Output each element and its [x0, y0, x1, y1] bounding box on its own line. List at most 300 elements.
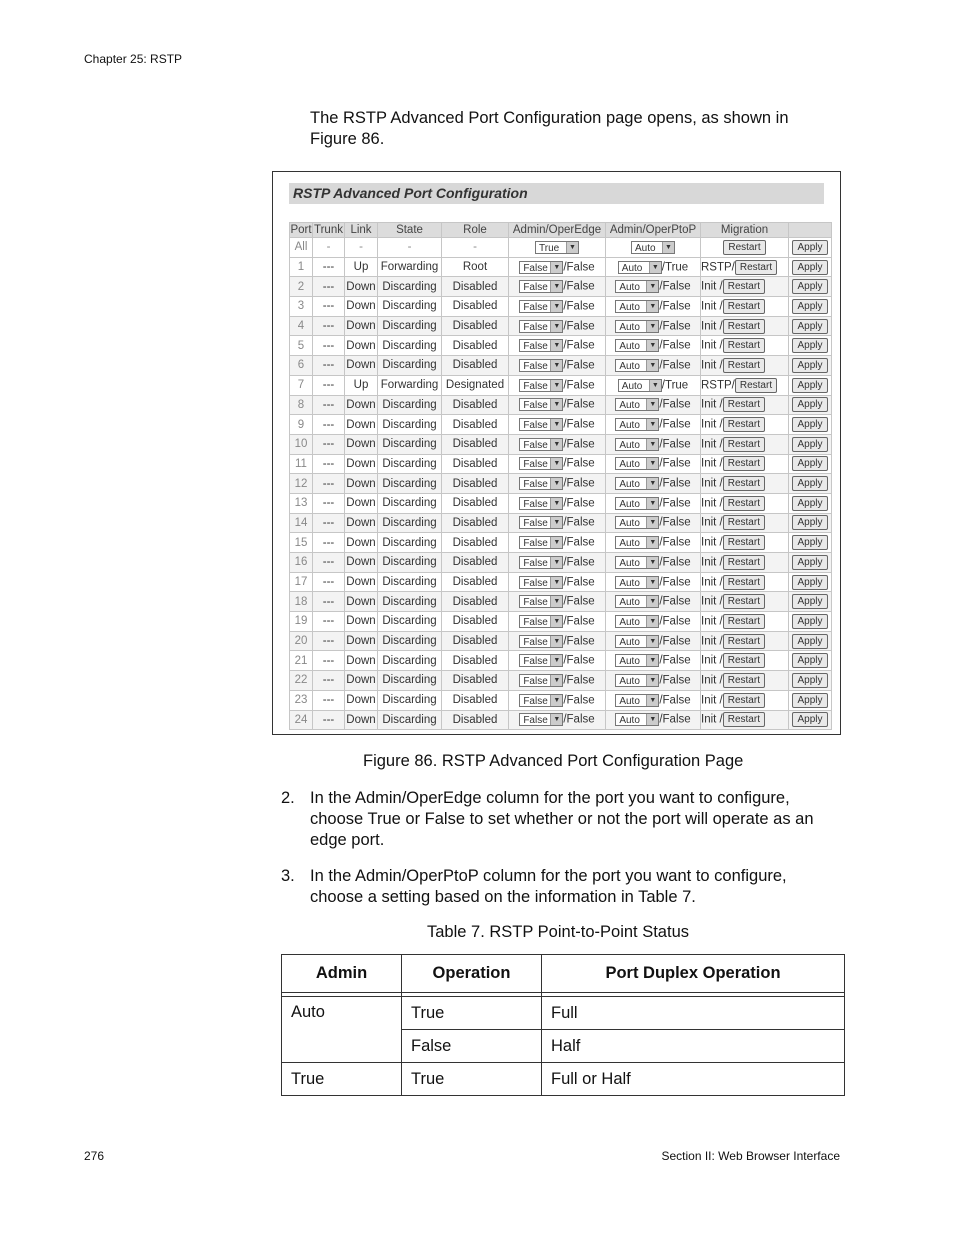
- chevron-down-icon: ▼: [550, 517, 562, 528]
- restart-button[interactable]: Restart: [723, 614, 765, 629]
- ptop-oper-value: /False: [659, 497, 691, 510]
- state-cell: Discarding: [378, 651, 442, 671]
- edge-cell: [509, 710, 606, 730]
- apply-cell: [789, 415, 832, 435]
- migration-cell: [701, 297, 789, 317]
- table-row: [290, 356, 832, 376]
- edge-select[interactable]: [519, 654, 563, 667]
- chevron-down-icon: ▼: [550, 340, 562, 351]
- table-row: [290, 493, 832, 513]
- restart-button[interactable]: Restart: [723, 338, 765, 353]
- apply-cell: [789, 533, 832, 553]
- apply-button[interactable]: Apply: [792, 319, 827, 334]
- edge-cell: [509, 257, 606, 277]
- ptop-cell: [606, 572, 701, 592]
- port-cell: 5: [290, 336, 313, 356]
- role-cell: Disabled: [442, 710, 509, 730]
- role-cell: Disabled: [442, 434, 509, 454]
- ptop-oper-value: /False: [659, 438, 691, 451]
- apply-all-button[interactable]: Apply: [792, 240, 827, 255]
- edge-select[interactable]: [519, 713, 563, 726]
- port-cell: 17: [290, 572, 313, 592]
- edge-select[interactable]: [519, 497, 563, 510]
- edge-select[interactable]: [519, 536, 563, 549]
- ptop-select-value: Auto: [621, 380, 643, 392]
- apply-button[interactable]: Apply: [792, 260, 827, 275]
- apply-button[interactable]: Apply: [792, 476, 827, 491]
- ptop-select[interactable]: [631, 241, 675, 254]
- role-cell: Disabled: [442, 572, 509, 592]
- restart-button[interactable]: Restart: [735, 260, 777, 275]
- chevron-down-icon: ▼: [646, 340, 658, 351]
- link-cell: Down: [345, 710, 378, 730]
- edge-oper-value: /False: [563, 398, 595, 411]
- apply-button[interactable]: Apply: [792, 614, 827, 629]
- table-row: [290, 297, 832, 317]
- chevron-down-icon: ▼: [646, 636, 658, 647]
- link-cell: Down: [345, 493, 378, 513]
- role-cell: Disabled: [442, 513, 509, 533]
- edge-cell: [509, 553, 606, 573]
- chevron-down-icon: ▼: [550, 458, 562, 469]
- trunk-cell: ---: [313, 297, 345, 317]
- apply-button[interactable]: Apply: [792, 299, 827, 314]
- apply-cell: [789, 572, 832, 592]
- state-cell: Discarding: [378, 454, 442, 474]
- edge-oper-value: /False: [563, 261, 595, 274]
- trunk-cell: ---: [313, 375, 345, 395]
- ptop-select[interactable]: [615, 418, 659, 431]
- edge-select[interactable]: [535, 241, 579, 254]
- ptop-select-value: Auto: [619, 656, 640, 668]
- ptop-select-value: Auto: [619, 577, 640, 589]
- edge-select-value: False: [523, 479, 548, 491]
- restart-button[interactable]: Restart: [723, 712, 765, 727]
- link-cell: Down: [345, 454, 378, 474]
- apply-button[interactable]: Apply: [792, 417, 827, 432]
- edge-select-value: False: [523, 341, 548, 353]
- ptop-select[interactable]: [615, 477, 659, 490]
- port-cell: 7: [290, 375, 313, 395]
- table-row: [290, 690, 832, 710]
- ptop-oper-value: /True: [661, 379, 689, 392]
- edge-cell: [509, 415, 606, 435]
- edge-select-value: False: [523, 360, 548, 372]
- apply-cell: [789, 336, 832, 356]
- edge-select-value: False: [523, 400, 548, 412]
- state-cell: Discarding: [378, 671, 442, 691]
- ptop-select-value: Auto: [619, 301, 640, 313]
- chevron-down-icon: ▼: [550, 360, 562, 371]
- edge-cell: [509, 238, 606, 258]
- state-cell: Discarding: [378, 612, 442, 632]
- edge-select-value: False: [523, 321, 548, 333]
- restart-button[interactable]: Restart: [723, 437, 765, 452]
- edge-oper-value: /False: [563, 654, 595, 667]
- step-3-text: In the Admin/OperPtoP column for the port you want to configure, choose a setting based on the information in Table 7.: [310, 867, 787, 906]
- edge-select[interactable]: [519, 359, 563, 372]
- state-cell: Discarding: [378, 395, 442, 415]
- ptop-select[interactable]: [615, 615, 659, 628]
- migration-status: RSTP/: [701, 261, 735, 274]
- ptop-select[interactable]: [615, 398, 659, 411]
- edge-select[interactable]: [519, 418, 563, 431]
- edge-select[interactable]: [519, 615, 563, 628]
- edge-select[interactable]: [519, 477, 563, 490]
- apply-button[interactable]: Apply: [792, 535, 827, 550]
- ptop-select-value: Auto: [619, 557, 640, 569]
- port-cell: 16: [290, 553, 313, 573]
- migration-cell: [701, 592, 789, 612]
- restart-button[interactable]: Restart: [723, 279, 765, 294]
- table-7-header-operation: Operation: [402, 955, 542, 993]
- link-cell: Down: [345, 553, 378, 573]
- restart-button[interactable]: Restart: [723, 575, 765, 590]
- restart-button[interactable]: Restart: [723, 358, 765, 373]
- figure-86: [272, 171, 841, 735]
- apply-cell: [789, 434, 832, 454]
- intro-paragraph: The RSTP Advanced Port Configuration page opens, as shown in Figure 86.: [310, 109, 789, 148]
- edge-select[interactable]: [519, 516, 563, 529]
- ptop-select-value: Auto: [619, 341, 640, 353]
- migration-cell: [701, 533, 789, 553]
- role-cell: Disabled: [442, 356, 509, 376]
- migration-status: Init /: [701, 477, 723, 490]
- table-7-header-duplex: Port Duplex Operation: [542, 955, 845, 993]
- edge-select[interactable]: [519, 556, 563, 569]
- migration-cell: [701, 257, 789, 277]
- apply-cell: [789, 238, 832, 258]
- ptop-oper-value: /False: [659, 576, 691, 589]
- ptop-cell: [606, 710, 701, 730]
- ptop-select-value: Auto: [619, 282, 640, 294]
- apply-button[interactable]: Apply: [792, 338, 827, 353]
- ptop-select[interactable]: [615, 713, 659, 726]
- role-cell: Disabled: [442, 316, 509, 336]
- state-cell: Discarding: [378, 336, 442, 356]
- chevron-down-icon: ▼: [646, 301, 658, 312]
- migration-status: RSTP/: [701, 379, 735, 392]
- edge-cell: [509, 297, 606, 317]
- ptop-select[interactable]: [615, 339, 659, 352]
- edge-select[interactable]: [519, 457, 563, 470]
- chevron-down-icon: ▼: [550, 714, 562, 725]
- link-cell: Down: [345, 336, 378, 356]
- figure-page-title: RSTP Advanced Port Configuration: [289, 183, 824, 204]
- ptop-select-value: Auto: [619, 715, 640, 727]
- ptop-oper-value: /False: [659, 516, 691, 529]
- chevron-down-icon: ▼: [646, 439, 658, 450]
- restart-button[interactable]: Restart: [723, 515, 765, 530]
- edge-select[interactable]: [519, 280, 563, 293]
- port-cell: 24: [290, 710, 313, 730]
- apply-button[interactable]: Apply: [792, 397, 827, 412]
- trunk-cell: ---: [313, 434, 345, 454]
- edge-select[interactable]: [519, 674, 563, 687]
- table-row: [290, 454, 832, 474]
- apply-button[interactable]: Apply: [792, 653, 827, 668]
- ptop-oper-value: /False: [659, 713, 691, 726]
- chevron-down-icon: ▼: [646, 360, 658, 371]
- ptop-cell: [606, 356, 701, 376]
- edge-select[interactable]: [519, 635, 563, 648]
- apply-button[interactable]: Apply: [792, 555, 827, 570]
- role-cell: Disabled: [442, 454, 509, 474]
- table-row: [290, 375, 832, 395]
- restart-button[interactable]: Restart: [723, 397, 765, 412]
- role-cell: Disabled: [442, 277, 509, 297]
- ptop-select[interactable]: [615, 694, 659, 707]
- ptop-select[interactable]: [615, 280, 659, 293]
- edge-cell: [509, 434, 606, 454]
- restart-all-button[interactable]: Restart: [723, 240, 765, 255]
- ptop-select[interactable]: [615, 438, 659, 451]
- ptop-select[interactable]: [615, 635, 659, 648]
- chevron-down-icon: ▼: [646, 557, 658, 568]
- edge-select[interactable]: [519, 320, 563, 333]
- apply-cell: [789, 612, 832, 632]
- state-cell: Discarding: [378, 553, 442, 573]
- ptop-select[interactable]: [618, 261, 662, 274]
- port-cell: 4: [290, 316, 313, 336]
- trunk-cell: ---: [313, 651, 345, 671]
- edge-select[interactable]: [519, 438, 563, 451]
- chevron-down-icon: ▼: [550, 301, 562, 312]
- migration-status: Init /: [701, 576, 723, 589]
- edge-oper-value: /False: [563, 556, 595, 569]
- apply-cell: [789, 592, 832, 612]
- ptop-cell: [606, 375, 701, 395]
- edge-cell: [509, 474, 606, 494]
- ptop-select[interactable]: [615, 457, 659, 470]
- ptop-oper-value: /False: [659, 556, 691, 569]
- edge-select[interactable]: [519, 398, 563, 411]
- restart-button[interactable]: Restart: [723, 693, 765, 708]
- trunk-cell: ---: [313, 454, 345, 474]
- chevron-down-icon: ▼: [550, 655, 562, 666]
- chevron-down-icon: ▼: [646, 537, 658, 548]
- chevron-down-icon: ▼: [646, 517, 658, 528]
- apply-button[interactable]: Apply: [792, 496, 827, 511]
- edge-select[interactable]: [519, 576, 563, 589]
- edge-select-value: False: [523, 380, 548, 392]
- link-cell: Down: [345, 651, 378, 671]
- restart-button[interactable]: Restart: [723, 299, 765, 314]
- edge-select[interactable]: [519, 300, 563, 313]
- link-cell: Down: [345, 612, 378, 632]
- edge-select[interactable]: [519, 339, 563, 352]
- ptop-select[interactable]: [615, 497, 659, 510]
- ptop-select[interactable]: [618, 379, 662, 392]
- ptop-cell: [606, 238, 701, 258]
- apply-button[interactable]: Apply: [792, 358, 827, 373]
- trunk-cell: ---: [313, 671, 345, 691]
- apply-button[interactable]: Apply: [792, 575, 827, 590]
- ptop-cell: [606, 474, 701, 494]
- trunk-cell: ---: [313, 356, 345, 376]
- table-row: [282, 1063, 845, 1096]
- edge-cell: [509, 513, 606, 533]
- apply-cell: [789, 631, 832, 651]
- apply-button[interactable]: Apply: [792, 712, 827, 727]
- trunk-cell: ---: [313, 710, 345, 730]
- ptop-cell: [606, 415, 701, 435]
- edge-select-value: True: [539, 242, 560, 254]
- column-header: Port: [290, 224, 312, 236]
- ptop-cell: [606, 336, 701, 356]
- edge-oper-value: /False: [563, 300, 595, 313]
- edge-select[interactable]: [519, 261, 563, 274]
- state-cell: Discarding: [378, 297, 442, 317]
- migration-cell: [701, 690, 789, 710]
- edge-select-value: False: [523, 715, 548, 727]
- port-cell: 18: [290, 592, 313, 612]
- port-cell: 1: [290, 257, 313, 277]
- trunk-cell: ---: [313, 493, 345, 513]
- chapter-header: Chapter 25: RSTP: [84, 52, 183, 66]
- ptop-select[interactable]: [615, 320, 659, 333]
- edge-oper-value: /False: [563, 320, 595, 333]
- apply-button[interactable]: Apply: [792, 456, 827, 471]
- edge-oper-value: /False: [563, 615, 595, 628]
- chevron-down-icon: ▼: [646, 321, 658, 332]
- migration-status: Init /: [701, 615, 723, 628]
- edge-oper-value: /False: [563, 339, 595, 352]
- chevron-down-icon: ▼: [566, 242, 578, 253]
- edge-cell: [509, 375, 606, 395]
- table-row: [290, 553, 832, 573]
- figure-caption: Figure 86. RSTP Advanced Port Configuration Page: [363, 752, 744, 770]
- ptop-select-value: Auto: [621, 262, 643, 274]
- apply-button[interactable]: Apply: [792, 693, 827, 708]
- ptop-oper-value: /False: [659, 320, 691, 333]
- migration-cell: [701, 395, 789, 415]
- apply-cell: [789, 257, 832, 277]
- edge-select-value: False: [523, 636, 548, 648]
- apply-button[interactable]: Apply: [792, 279, 827, 294]
- edge-cell: [509, 671, 606, 691]
- trunk-cell: -: [313, 238, 345, 258]
- apply-cell: [789, 375, 832, 395]
- edge-select[interactable]: [519, 379, 563, 392]
- restart-button[interactable]: Restart: [723, 594, 765, 609]
- table-row-all: [290, 238, 832, 258]
- apply-button[interactable]: Apply: [792, 673, 827, 688]
- edge-select-value: False: [523, 616, 548, 628]
- chevron-down-icon: ▼: [649, 262, 661, 273]
- edge-oper-value: /False: [563, 516, 595, 529]
- chevron-down-icon: ▼: [550, 636, 562, 647]
- ptop-select-value: Auto: [619, 636, 640, 648]
- apply-cell: [789, 553, 832, 573]
- link-cell: Down: [345, 434, 378, 454]
- state-cell: Forwarding: [378, 375, 442, 395]
- restart-button[interactable]: Restart: [723, 496, 765, 511]
- trunk-cell: ---: [313, 690, 345, 710]
- ptop-select[interactable]: [615, 516, 659, 529]
- edge-oper-value: /False: [563, 576, 595, 589]
- role-cell: Disabled: [442, 533, 509, 553]
- trunk-cell: ---: [313, 415, 345, 435]
- restart-button[interactable]: Restart: [723, 456, 765, 471]
- table-row: [290, 671, 832, 691]
- edge-cell: [509, 612, 606, 632]
- edge-select-value: False: [523, 695, 548, 707]
- ptop-select-value: Auto: [619, 420, 640, 432]
- chevron-down-icon: ▼: [550, 439, 562, 450]
- ptop-select[interactable]: [615, 576, 659, 589]
- ptop-select[interactable]: [615, 674, 659, 687]
- table-row: [290, 415, 832, 435]
- ptop-select-value: Auto: [619, 695, 640, 707]
- edge-select-value: False: [523, 301, 548, 313]
- ptop-select[interactable]: [615, 556, 659, 569]
- ptop-select[interactable]: [615, 300, 659, 313]
- edge-cell: [509, 533, 606, 553]
- restart-button[interactable]: Restart: [723, 319, 765, 334]
- restart-button[interactable]: Restart: [723, 673, 765, 688]
- edge-select[interactable]: [519, 694, 563, 707]
- table-7-caption: Table 7. RSTP Point-to-Point Status: [427, 923, 689, 941]
- ptop-select[interactable]: [615, 654, 659, 667]
- edge-cell: [509, 572, 606, 592]
- apply-button[interactable]: Apply: [792, 437, 827, 452]
- migration-status: Init /: [701, 536, 723, 549]
- migration-status: Init /: [701, 457, 723, 470]
- table-cell-operation: True: [402, 1063, 542, 1096]
- ptop-select[interactable]: [615, 359, 659, 372]
- migration-cell: [701, 454, 789, 474]
- chevron-down-icon: ▼: [646, 478, 658, 489]
- chevron-down-icon: ▼: [550, 577, 562, 588]
- ptop-oper-value: /False: [659, 536, 691, 549]
- ptop-oper-value: /False: [659, 615, 691, 628]
- ptop-cell: [606, 651, 701, 671]
- chevron-down-icon: ▼: [550, 596, 562, 607]
- table-row: [290, 710, 832, 730]
- restart-button[interactable]: Restart: [723, 555, 765, 570]
- chevron-down-icon: ▼: [646, 399, 658, 410]
- ptop-cell: [606, 316, 701, 336]
- edge-oper-value: /False: [563, 477, 595, 490]
- edge-cell: [509, 336, 606, 356]
- ptop-cell: [606, 631, 701, 651]
- table-row: [290, 651, 832, 671]
- role-cell: Disabled: [442, 592, 509, 612]
- apply-button[interactable]: Apply: [792, 594, 827, 609]
- edge-select[interactable]: [519, 595, 563, 608]
- apply-button[interactable]: Apply: [792, 515, 827, 530]
- migration-cell: [701, 316, 789, 336]
- link-cell: Down: [345, 631, 378, 651]
- restart-button[interactable]: Restart: [723, 417, 765, 432]
- restart-button[interactable]: Restart: [723, 476, 765, 491]
- apply-cell: [789, 277, 832, 297]
- ptop-select[interactable]: [615, 595, 659, 608]
- restart-button[interactable]: Restart: [735, 378, 777, 393]
- apply-button[interactable]: Apply: [792, 378, 827, 393]
- restart-button[interactable]: Restart: [723, 653, 765, 668]
- apply-button[interactable]: Apply: [792, 634, 827, 649]
- table-7-header-admin: Admin: [282, 955, 402, 993]
- edge-select-value: False: [523, 439, 548, 451]
- ptop-select[interactable]: [615, 536, 659, 549]
- apply-cell: [789, 513, 832, 533]
- trunk-cell: ---: [313, 316, 345, 336]
- restart-button[interactable]: Restart: [723, 634, 765, 649]
- table-row: [290, 592, 832, 612]
- restart-button[interactable]: Restart: [723, 535, 765, 550]
